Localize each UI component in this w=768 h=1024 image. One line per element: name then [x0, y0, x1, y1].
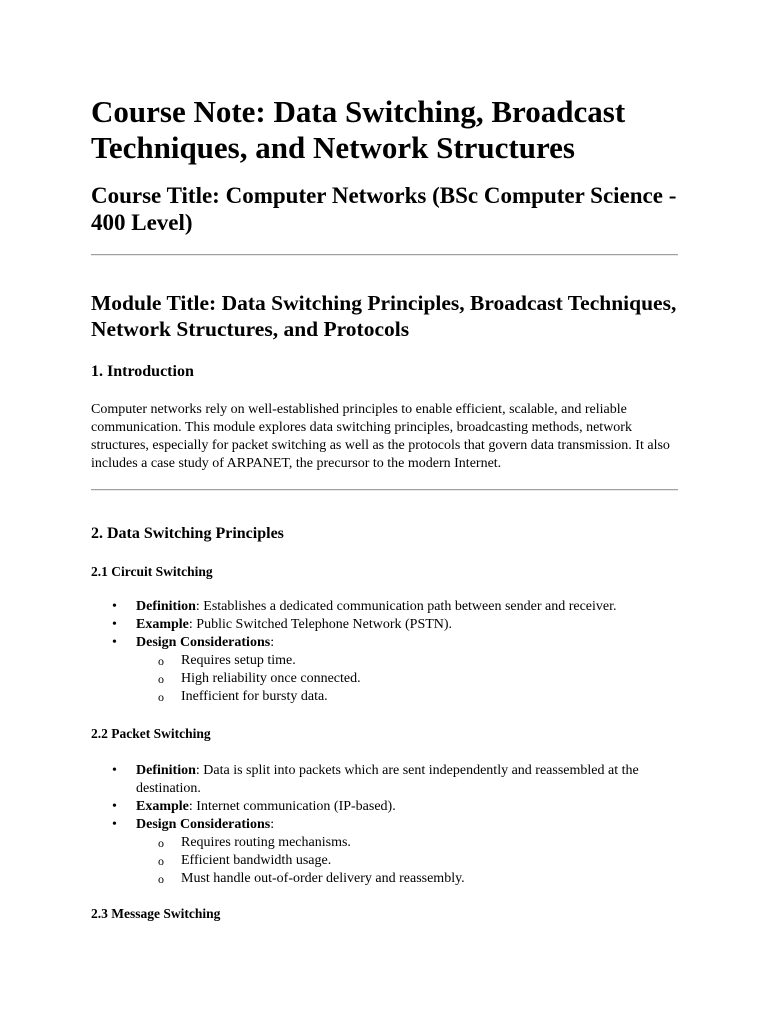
- definition-label: Definition: [136, 763, 196, 778]
- list-item: [91, 634, 679, 706]
- sub-list-item: [136, 870, 679, 888]
- design-considerations-suffix: :: [270, 817, 275, 832]
- consideration-text: Must handle out-of-order delivery and reassembly.: [181, 871, 465, 886]
- bullet-icon: •: [112, 817, 117, 832]
- circle-bullet-icon: o: [158, 690, 164, 704]
- circle-bullet-icon: o: [158, 672, 164, 686]
- design-considerations-suffix: :: [270, 635, 275, 650]
- circle-bullet-icon: o: [158, 854, 164, 868]
- consideration-text: High reliability once connected.: [181, 671, 361, 686]
- definition-label: Definition: [136, 599, 196, 614]
- message-switching-heading: 2.3 Message Switching: [91, 906, 221, 921]
- circle-bullet-icon: o: [158, 872, 164, 886]
- bullet-icon: •: [112, 799, 117, 814]
- consideration-text: Efficient bandwidth usage.: [181, 853, 332, 868]
- bullet-icon: •: [112, 617, 117, 632]
- list-item: [91, 798, 679, 816]
- section-divider: [91, 489, 678, 491]
- definition-text: : Establishes a dedicated communication path between sender and receiver.: [195, 599, 617, 614]
- packet-switching-heading: 2.2 Packet Switching: [91, 726, 211, 741]
- example-label: Example: [136, 799, 189, 814]
- section-divider: [91, 254, 678, 256]
- introduction-heading: 1. Introduction: [91, 363, 194, 380]
- sub-list-item: [136, 852, 679, 870]
- bullet-icon: •: [112, 599, 117, 614]
- list-item: [91, 816, 679, 888]
- circle-bullet-icon: o: [158, 654, 164, 668]
- example-label: Example: [136, 617, 189, 632]
- list-item: [91, 616, 679, 634]
- circle-bullet-icon: o: [158, 836, 164, 850]
- data-switching-heading: 2. Data Switching Principles: [91, 525, 284, 542]
- sub-list-item: [136, 652, 679, 670]
- module-title: Module Title: Data Switching Principles, Broadcast Techniques, Network Structures, and Protocols: [91, 291, 677, 341]
- design-considerations-label: Design Considerations: [136, 635, 271, 650]
- document-title: Course Note: Data Switching, Broadcast Techniques, and Network Structures: [91, 94, 626, 165]
- list-item: [91, 762, 679, 798]
- sub-list-item: [136, 688, 679, 706]
- example-text: : Internet communication (IP-based).: [188, 799, 396, 814]
- sub-list-item: [136, 834, 679, 852]
- consideration-text: Requires setup time.: [181, 653, 296, 668]
- consideration-text: Inefficient for bursty data.: [181, 689, 328, 704]
- design-considerations-label: Design Considerations: [136, 817, 271, 832]
- definition-text: : Data is split into packets which are sent independently and reassembled at the destination.: [136, 763, 639, 796]
- list-item: [91, 598, 679, 616]
- course-title: Course Title: Computer Networks (BSc Computer Science - 400 Level): [91, 183, 677, 235]
- circuit-switching-heading: 2.1 Circuit Switching: [91, 564, 213, 579]
- design-considerations-sublist: [136, 834, 679, 888]
- circuit-switching-list: [91, 598, 679, 706]
- packet-switching-list: [91, 762, 679, 888]
- design-considerations-sublist: [136, 652, 679, 706]
- bullet-icon: •: [112, 763, 117, 778]
- example-text: : Public Switched Telephone Network (PSTN).: [188, 617, 453, 632]
- bullet-icon: •: [112, 635, 117, 650]
- sub-list-item: [136, 670, 679, 688]
- introduction-paragraph: Computer networks rely on well-established principles to enable efficient, scalable, and reliable communication. This module explores data switching principles, broadcasting methods, network structures, especially for packet switching as well as the protocols that govern data transmission. It also includes a case study of ARPANET, the precursor to the modern Internet.: [91, 402, 670, 471]
- consideration-text: Requires routing mechanisms.: [181, 835, 351, 850]
